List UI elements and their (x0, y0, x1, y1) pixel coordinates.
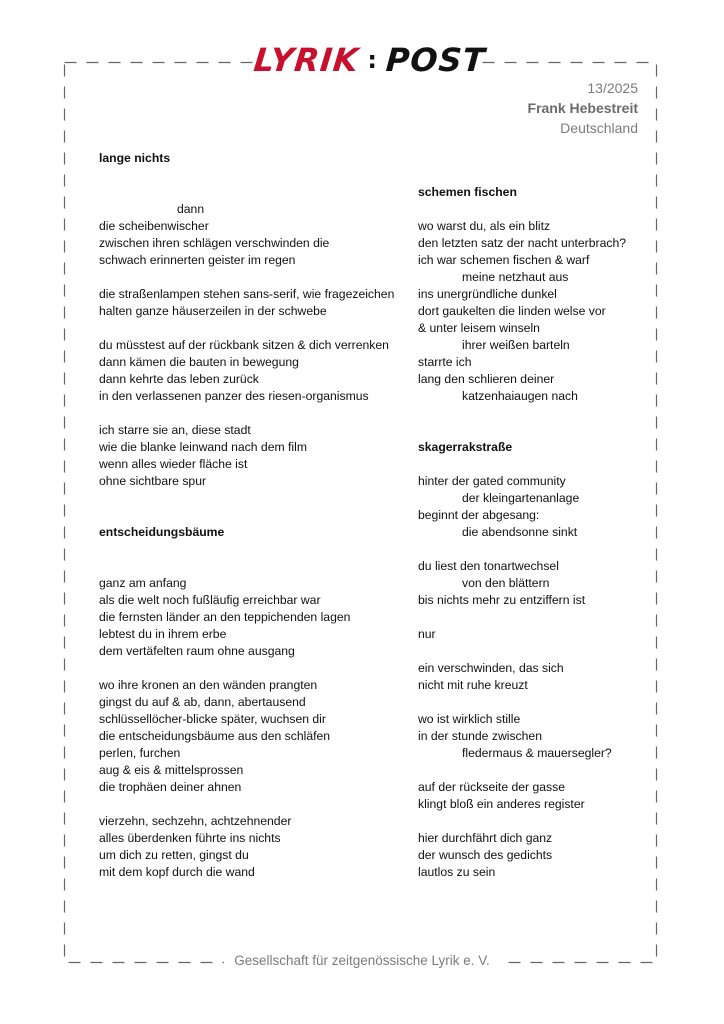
poem-line: die entscheidungsbäume aus den schläfen (99, 729, 331, 743)
poem-line: schlüssellöcher-blicke später, wuchsen dir (99, 712, 326, 726)
poem-line: nicht mit ruhe kreuzt (418, 678, 528, 692)
poem-title-entscheidungsbaeume: entscheidungsbäume (99, 525, 225, 539)
poem-title-lange-nichts: lange nichts (99, 151, 171, 165)
poem-line: die straßenlampen stehen sans-serif, wie fragezeichen (99, 287, 395, 301)
poem-line: hinter der gated community (418, 474, 566, 488)
poem-line: du müsstest auf der rückbank sitzen & dich verrenken (99, 338, 389, 352)
poem-line: wenn alles wieder fläche ist (99, 457, 248, 471)
poem-line: der wunsch des gedichts (418, 848, 553, 862)
poem-line: & unter leisem winseln (418, 321, 540, 335)
poem-line: starrte ich (418, 355, 472, 369)
poem-line: klingt bloß ein anderes register (418, 797, 585, 811)
poem-title-schemen-fischen: schemen fischen (418, 185, 517, 199)
poem-line: lautlos zu sein (418, 865, 496, 879)
poem-line: schwach erinnerten geister im regen (99, 253, 296, 267)
poem-line: ins unergründliche dunkel (418, 287, 557, 301)
logo-post: POST (384, 41, 487, 79)
poem-line: von den blättern (462, 576, 550, 590)
poem-line: in der stunde zwischen (418, 729, 542, 743)
poem-line: die fernsten länder an den teppichenden lagen (99, 610, 351, 624)
poem-line: aug & eis & mittelsprossen (99, 763, 244, 777)
poem-line: dann (177, 202, 205, 216)
right-column (418, 184, 658, 881)
poem-line: auf der rückseite der gasse (418, 780, 566, 794)
poem-line: ihrer weißen barteln (462, 338, 570, 352)
poem-line: bis nichts mehr zu entziffern ist (418, 593, 586, 607)
issue-number: 13/2025 (587, 80, 638, 96)
poem-line: katzenhaiaugen nach (462, 389, 578, 403)
poem-line: die scheibenwischer (99, 219, 209, 233)
poem-line: hier durchfährt dich ganz (418, 831, 553, 845)
poem-line: wie die blanke leinwand nach dem film (99, 440, 307, 454)
poem-line: wo ihre kronen an den wänden prangten (99, 678, 318, 692)
poem-line: wo ist wirklich stille (418, 712, 521, 726)
poem-line: ganz am anfang (99, 576, 187, 590)
poem-line: die trophäen deiner ahnen (99, 780, 242, 794)
poem-line: lebtest du in ihrem erbe (99, 627, 227, 641)
poem-line: den letzten satz der nacht unterbrach? (418, 236, 626, 250)
poem-line: fledermaus & mauersegler? (462, 746, 612, 760)
poem-line: zwischen ihren schlägen verschwinden die (99, 236, 330, 250)
poem-line: dann kämen die bauten in bewegung (99, 355, 299, 369)
poem-line: um dich zu retten, gingst du (99, 848, 249, 862)
poem-line: ein verschwinden, das sich (418, 661, 564, 675)
poem-line: alles überdenken führte ins nichts (99, 831, 281, 845)
poem-line: als die welt noch fußläufig erreichbar war (99, 593, 321, 607)
footer-society-name: Gesellschaft für zeitgenössische Lyrik e. V. (224, 953, 500, 968)
poem-line: ohne sichtbare spur (99, 474, 207, 488)
poem-line: meine netzhaut aus (462, 270, 569, 284)
poem-line: vierzehn, sechzehn, achtzehnender (99, 814, 292, 828)
logo-lyrik: LYRIK (252, 41, 362, 79)
issue-meta (528, 78, 638, 138)
poem-line: der kleingartenanlage (462, 491, 580, 505)
poem-line: perlen, furchen (99, 746, 181, 760)
lyrik-post-logo (252, 40, 487, 80)
poem-line: ich starre sie an, diese stadt (99, 423, 251, 437)
poem-line: die abendsonne sinkt (462, 525, 578, 539)
poem-line: dort gaukelten die linden welse vor (418, 304, 606, 318)
poem-title-skagerrakstrasse: skagerrakstraße (418, 440, 513, 454)
poem-line: dem vertäfelten raum ohne ausgang (99, 644, 295, 658)
poem-line: mit dem kopf durch die wand (99, 865, 255, 879)
poem-line: beginnt der abgesang: (418, 508, 540, 522)
author-country: Deutschland (560, 120, 638, 136)
poem-line: lang den schlieren deiner (418, 372, 555, 386)
poem-line: gingst du auf & ab, dann, abertausend (99, 695, 306, 709)
author-name: Frank Hebestreit (527, 100, 638, 116)
poem-line: nur (418, 627, 436, 641)
left-column (99, 150, 399, 881)
poem-line: wo warst du, als ein blitz (418, 219, 551, 233)
footer (0, 952, 724, 970)
logo-separator: : (367, 46, 378, 74)
poem-line: ich war schemen fischen & warf (418, 253, 590, 267)
poem-line: dann kehrte das leben zurück (99, 372, 259, 386)
poem-line: in den verlassenen panzer des riesen-organismus (99, 389, 369, 403)
poem-line: halten ganze häuserzeilen in der schwebe (99, 304, 327, 318)
poem-line: du liest den tonartwechsel (418, 559, 559, 573)
